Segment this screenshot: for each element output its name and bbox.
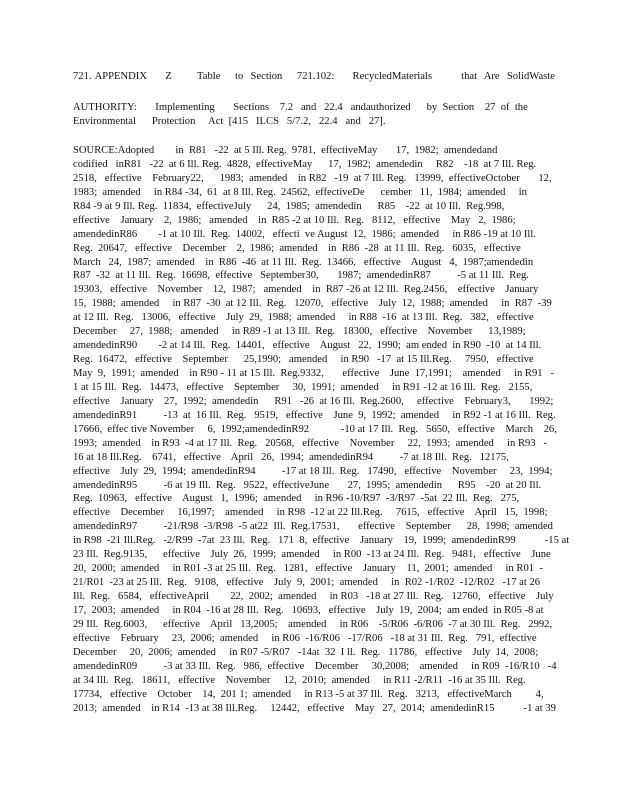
source-line: effective January 2, 1986; amended in R85 -2 at 10 Ill. Reg. 8112, effective May 2, 1986; xyxy=(73,214,516,226)
source-line: effective February 23, 2006; amended in R06 -16/R06 -17/R06 -18 at 31 Ill. Reg. 791, effective xyxy=(73,632,537,644)
source-line: amendedinR97 -21/R98 -3/R98 -5 at22 Ill. Reg.17531, effective September 28, 1998; amended xyxy=(73,521,553,533)
source-line: 17, 2003; amended in R04 -16 at 28 Ill. Reg. 10693, effective July 19, 2004; am ended in R05 -8 at xyxy=(73,604,544,616)
authority-paragraph xyxy=(73,101,547,129)
source-line: 23 Ill. Reg.9135, effective July 26, 1999; amended in R00 -13 at 24 Ill. Reg. 9481, effective June xyxy=(73,549,551,561)
source-line: 21/R01 -23 at 25 Ill. Reg. 9108, effective July 9, 2001; amended in R02 -1/R02 -12/R02 -17 at 26 xyxy=(73,577,541,589)
source-line: codified inR81 -22 at 6 Ill. Reg. 4828, effectiveMay 17, 1982; amendedin R82 -18 at 7 Ill. Reg. xyxy=(73,158,537,170)
source-line: R87 -32 at 11 Ill. Reg. 16698, effective September30, 1987; amendedinR87 -5 at 11 Ill. Reg. xyxy=(73,270,529,282)
source-line: effective January 27, 1992; amendedin R91 -26 at 16 Ill. Reg.2600, effective February3, 1992; xyxy=(73,395,554,407)
authority-line: Environmental Protection Act [415 ILCS 5/7.2, 22.4 and 27]. xyxy=(73,116,386,127)
source-line: R84 -9 at 9 Ill. Reg. 11834, effectiveJuly 24, 1985; amendedin R85 -22 at 10 Ill. Reg.998, xyxy=(73,200,505,212)
source-line: amendedinR90 -2 at 14 Ill. Reg. 14401, effective August 22, 1990; am ended in R90 -10 at 14 Ill. xyxy=(73,340,542,352)
source-line: 2518, effective February22, 1983; amended in R82 -19 at 7 Ill. Reg. 13999, effectiveOctober 12, xyxy=(73,172,552,184)
source-line: amendedinR09 -3 at 33 Ill. Reg. 986, effective December 30,2008; amended in R09 -16/R10 -4 xyxy=(73,660,557,672)
source-line: 1 at 15 Ill. Reg. 14473, effective September 30, 1991; amended in R91 -12 at 16 Ill. Reg. 2155, xyxy=(73,381,533,393)
source-line: 17734, effective October 14, 201 1; amended in R13 -5 at 37 Ill. Reg. 3213, effectiveMarch 4, xyxy=(73,688,544,700)
source-line: Ill. Reg. 6584, effectiveApril 22, 2002; amended in R03 -18 at 27 Ill. Reg. 12760, effective July xyxy=(73,591,554,602)
appendix-title: 721. APPENDIX Z Table to Section 721.102: RecycledMaterials that Are SolidWaste xyxy=(73,71,555,82)
source-line: 19303, effective November 12, 1987; amended in R87 -26 at 12 Ill. Reg.2456, effective January xyxy=(73,284,539,296)
source-line: in R98 -21 Ill.Reg. -2/R99 -7at 23 Ill. Reg. 171 8, effective January 19, 1999; amendedinR99 -15 at xyxy=(73,535,570,547)
source-line: 15, 1988; amended in R87 -30 at 12 Ill. Reg. 12070, effective July 12, 1988; amended in R87 -39 xyxy=(73,298,552,310)
source-line: at 12 Ill. Reg. 13006, effective July 29, 1988; amended in R88 -16 at 13 Ill. Reg. 382, effective xyxy=(73,312,534,324)
authority-line: AUTHORITY: Implementing Sections 7.2 and 22.4 andauthorized by Section 27 of the xyxy=(73,102,528,113)
source-line: effective December 16,1997; amended in R98 -12 at 22 Ill.Reg. 7615, effective April 15, 1998; xyxy=(73,507,548,519)
source-line: December 20, 2006; amended in R07 -5/R07 -14at 32 I ll. Reg. 11786, effective July 14, 2008; xyxy=(73,646,539,658)
source-line: 20, 2000; amended in R01 -3 at 25 Ill. Reg. 1281, effective January 11, 2001; amended in R01 - xyxy=(73,563,543,575)
source-line: effective July 29, 1994; amendedinR94 -17 at 18 Ill. Reg. 17490, effective November 23, 1994; xyxy=(73,465,553,477)
source-line: amendedinR95 -6 at 19 Ill. Reg. 9522, effectiveJune 27, 1995; amendedin R95 -20 at 20 Ill. xyxy=(73,479,542,491)
source-line: Reg. 20647, effective December 2, 1986; amended in R86 -28 at 11 Ill. Reg. 6035, effective xyxy=(73,242,521,254)
source-line: March 24, 1987; amended in R86 -46 at 11 Ill. Reg. 13466, effective August 4, 1987;amendedin xyxy=(73,256,534,268)
source-line: amendedinR86 -1 at 10 Ill. Reg. 14002, effecti ve August 12, 1986; amended in R86 -19 at 10 Ill. xyxy=(73,228,536,240)
source-line: amendedinR91 -13 at 16 Ill. Reg. 9519, effective June 9, 1992; amended in R92 -1 at 16 Ill. Reg. xyxy=(73,409,556,421)
source-line: SOURCE:Adopted in R81 -22 at 5 Ill. Reg. 9781, effectiveMay 17, 1982; amendedand xyxy=(73,145,498,156)
source-line: at 34 Ill. Reg. 18611, effective November 12, 2010; amended in R11 -2/R11 -16 at 35 Ill. Reg. xyxy=(73,674,526,686)
source-line: 1983; amended in R84 -34, 61 at 8 Ill. Reg. 24562, effectiveDe cember 11, 1984; amended in xyxy=(73,186,527,198)
source-line: December 27, 1988; amended in R89 -1 at 13 Ill. Reg. 18300, effective November 13,1989; xyxy=(73,326,526,338)
source-line: Reg. 16472, effective September 25,1990; amended in R90 -17 at 15 Ill.Reg. 7950, effective xyxy=(73,354,534,366)
source-line: 16 at 18 Ill.Reg. 6741, effective April 26, 1994; amendedinR94 -7 at 18 Ill. Reg. 12175, xyxy=(73,451,509,463)
source-line: 1993; amended in R93 -4 at 17 Ill. Reg. 20568, effective November 22, 1993; amended in R93 - xyxy=(73,437,548,449)
source-line: 2013; amended in R14 -13 at 38 Ill.Reg. 12442, effective May 27, 2014; amendedinR15 -1 at 39 xyxy=(73,702,556,714)
source-line: 29 Ill. Reg.6003, effective April 13,2005; amended in R06 -5/R06 -6/R06 -7 at 30 Ill. Reg. 2992, xyxy=(73,618,553,630)
source-paragraph xyxy=(73,144,570,715)
source-line: 17666, effec tive November 6, 1992;amendedinR92 -10 at 17 Ill. Reg. 5650, effective March 26, xyxy=(73,423,557,435)
source-line: May 9, 1991; amended in R90 - 11 at 15 Ill. Reg.9332, effective June 17,1991; amended in R91 - xyxy=(73,368,555,379)
source-line: Reg. 10963, effective August 1, 1996; amended in R96 -10/R97 -3/R97 -5at 22 Ill. Reg. 275, xyxy=(73,493,520,505)
